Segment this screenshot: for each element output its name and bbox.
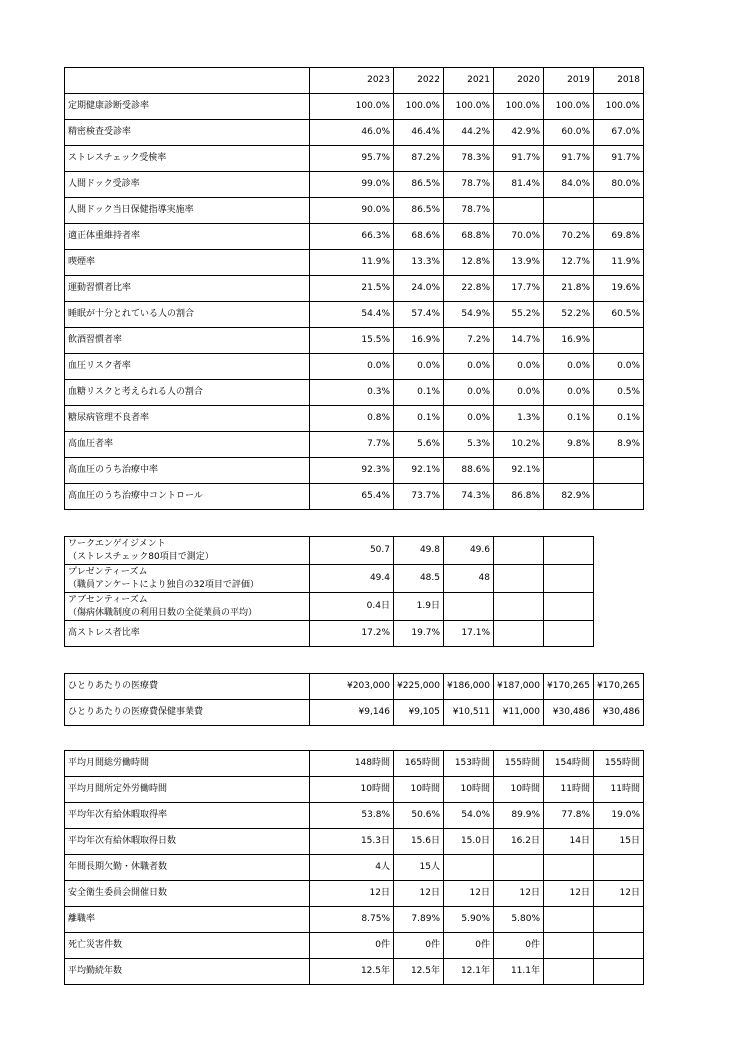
year-header-cell: 2022 (394, 68, 444, 94)
value-cell: 4人 (310, 855, 394, 881)
value-cell: 54.4% (310, 302, 394, 328)
value-cell: 100.0% (494, 94, 544, 120)
value-cell: 91.7% (544, 146, 594, 172)
row-label: 平均月間総労働時間 (65, 751, 310, 777)
row-label: 喫煙率 (65, 250, 310, 276)
table-row (65, 537, 594, 565)
row-label: ひとりあたりの医療費保健事業費 (65, 700, 310, 726)
value-cell: 0.3% (310, 380, 394, 406)
value-cell: 0.0% (444, 406, 494, 432)
row-label-main: プレゼンティーズム (68, 566, 148, 577)
table-row (65, 674, 644, 700)
value-cell: 9.8% (544, 432, 594, 458)
value-cell: 70.0% (494, 224, 544, 250)
value-cell: ¥187,000 (494, 674, 544, 700)
value-cell: ¥9,146 (310, 700, 394, 726)
value-cell: 12日 (310, 881, 394, 907)
value-cell: 49.4 (310, 565, 394, 593)
value-cell: 77.8% (544, 803, 594, 829)
value-cell: 91.7% (594, 146, 644, 172)
value-cell: 0.1% (394, 380, 444, 406)
row-label: 高血圧者率 (65, 432, 310, 458)
row-label: 平均月間所定外労働時間 (65, 777, 310, 803)
value-cell: 81.4% (494, 172, 544, 198)
value-cell: 68.6% (394, 224, 444, 250)
value-cell: 92.1% (394, 458, 444, 484)
value-cell (594, 855, 644, 881)
value-cell: ¥186,000 (444, 674, 494, 700)
value-cell (594, 907, 644, 933)
value-cell: 55.2% (494, 302, 544, 328)
value-cell: ¥11,000 (494, 700, 544, 726)
row-label-note: （職員アンケートにより独自の32項目で評価） (68, 579, 259, 590)
value-cell: 0.0% (494, 354, 544, 380)
value-cell (594, 458, 644, 484)
value-cell: 5.3% (444, 432, 494, 458)
value-cell: 19.0% (594, 803, 644, 829)
value-cell: 17.7% (494, 276, 544, 302)
value-cell: 11時間 (544, 777, 594, 803)
value-cell: 78.3% (444, 146, 494, 172)
value-cell: 16.2日 (494, 829, 544, 855)
value-cell: ¥170,265 (594, 674, 644, 700)
year-header-cell: 2019 (544, 68, 594, 94)
value-cell: 5.6% (394, 432, 444, 458)
value-cell: 89.9% (494, 803, 544, 829)
value-cell: 15.5% (310, 328, 394, 354)
value-cell: 15.6日 (394, 829, 444, 855)
value-cell: 0.0% (544, 380, 594, 406)
row-label: 年間長期欠勤・休職者数 (65, 855, 310, 881)
row-label: 平均勤続年数 (65, 959, 310, 985)
value-cell: ¥203,000 (310, 674, 394, 700)
table-row (65, 328, 644, 354)
value-cell: 90.0% (310, 198, 394, 224)
table-row (65, 354, 644, 380)
row-label: 高血圧のうち治療中コントロール (65, 484, 310, 510)
value-cell: ¥225,000 (394, 674, 444, 700)
value-cell (544, 959, 594, 985)
value-cell: 60.0% (544, 120, 594, 146)
row-label: 人間ドック受診率 (65, 172, 310, 198)
value-cell: 52.2% (544, 302, 594, 328)
value-cell (444, 593, 494, 621)
row-label (65, 621, 310, 647)
value-cell: 21.5% (310, 276, 394, 302)
value-cell: 12日 (594, 881, 644, 907)
value-cell: 0.1% (544, 406, 594, 432)
value-cell: 57.4% (394, 302, 444, 328)
value-cell: 100.0% (310, 94, 394, 120)
year-header-cell: 2020 (494, 68, 544, 94)
value-cell: 54.0% (444, 803, 494, 829)
value-cell: 165時間 (394, 751, 444, 777)
value-cell: 49.6 (444, 537, 494, 565)
value-cell (494, 537, 544, 565)
value-cell: 0件 (310, 933, 394, 959)
value-cell: 14.7% (494, 328, 544, 354)
value-cell (594, 328, 644, 354)
table-row (65, 593, 594, 621)
row-label: 飲酒習慣者率 (65, 328, 310, 354)
value-cell: 1.9日 (394, 593, 444, 621)
value-cell: 0件 (444, 933, 494, 959)
table-row (65, 250, 644, 276)
value-cell: 5.80% (494, 907, 544, 933)
row-label: 糖尿病管理不良者率 (65, 406, 310, 432)
value-cell: 78.7% (444, 172, 494, 198)
value-cell: 148時間 (310, 751, 394, 777)
table-row (65, 198, 644, 224)
value-cell: 12.1年 (444, 959, 494, 985)
value-cell: 12日 (444, 881, 494, 907)
row-label: 高血圧のうち治療中率 (65, 458, 310, 484)
year-header-cell: 2023 (310, 68, 394, 94)
value-cell (544, 933, 594, 959)
value-cell: 99.0% (310, 172, 394, 198)
row-label: 人間ドック当日保健指導実施率 (65, 198, 310, 224)
value-cell: 10時間 (494, 777, 544, 803)
row-label: 運動習慣者比率 (65, 276, 310, 302)
value-cell: 15日 (594, 829, 644, 855)
header-corner-cell (65, 68, 310, 94)
value-cell: 0.0% (444, 380, 494, 406)
row-label-main: ワークエンゲイジメント (68, 538, 166, 549)
value-cell: 11時間 (594, 777, 644, 803)
table-row (65, 621, 594, 647)
row-label-note: （ストレスチェック80項目で測定） (68, 551, 214, 562)
value-cell: 16.9% (394, 328, 444, 354)
value-cell: 12日 (394, 881, 444, 907)
value-cell: 86.5% (394, 172, 444, 198)
value-cell: 11.9% (310, 250, 394, 276)
value-cell: 13.9% (494, 250, 544, 276)
value-cell: 84.0% (544, 172, 594, 198)
value-cell: ¥10,511 (444, 700, 494, 726)
value-cell: 73.7% (394, 484, 444, 510)
value-cell: 10時間 (394, 777, 444, 803)
value-cell: 22.8% (444, 276, 494, 302)
row-label: ひとりあたりの医療費 (65, 674, 310, 700)
value-cell: 54.9% (444, 302, 494, 328)
value-cell: 12日 (494, 881, 544, 907)
value-cell: 155時間 (494, 751, 544, 777)
table-row (65, 146, 644, 172)
row-label: 血圧リスク者率 (65, 354, 310, 380)
value-cell: 7.89% (394, 907, 444, 933)
value-cell: 0.0% (310, 354, 394, 380)
value-cell: 24.0% (394, 276, 444, 302)
value-cell: 0.5% (594, 380, 644, 406)
value-cell: 17.2% (310, 621, 394, 647)
row-label-note: （傷病休職制度の利用日数の全従業員の平均） (68, 607, 258, 618)
value-cell (544, 198, 594, 224)
table-row (65, 94, 644, 120)
value-cell: 5.90% (444, 907, 494, 933)
row-label: ストレスチェック受検率 (65, 146, 310, 172)
value-cell (494, 593, 544, 621)
value-cell: 65.4% (310, 484, 394, 510)
row-label (65, 565, 310, 593)
value-cell: 155時間 (594, 751, 644, 777)
value-cell: 0.4日 (310, 593, 394, 621)
table-row (65, 803, 644, 829)
labor-metrics-table (64, 750, 644, 985)
table-row (65, 484, 644, 510)
value-cell: ¥30,486 (544, 700, 594, 726)
table-row (65, 751, 644, 777)
table-row (65, 458, 644, 484)
row-label: 睡眠が十分とれている人の割合 (65, 302, 310, 328)
table-row (65, 380, 644, 406)
value-cell: 46.4% (394, 120, 444, 146)
value-cell: 86.5% (394, 198, 444, 224)
value-cell (594, 198, 644, 224)
value-cell: 100.0% (394, 94, 444, 120)
value-cell: 0.0% (444, 354, 494, 380)
value-cell (544, 565, 594, 593)
value-cell: 69.8% (594, 224, 644, 250)
table-row (65, 406, 644, 432)
value-cell: 91.7% (494, 146, 544, 172)
value-cell: ¥9,105 (394, 700, 444, 726)
value-cell: 19.6% (594, 276, 644, 302)
value-cell: 15人 (394, 855, 444, 881)
medical-cost-table (64, 673, 644, 726)
value-cell: 17.1% (444, 621, 494, 647)
value-cell: 53.8% (310, 803, 394, 829)
value-cell: 74.3% (444, 484, 494, 510)
value-cell: 100.0% (594, 94, 644, 120)
table-row (65, 777, 644, 803)
table-row (65, 881, 644, 907)
table-row (65, 172, 644, 198)
value-cell: ¥30,486 (594, 700, 644, 726)
value-cell: 100.0% (444, 94, 494, 120)
value-cell: 0.8% (310, 406, 394, 432)
value-cell (544, 593, 594, 621)
value-cell (494, 621, 544, 647)
row-label: 血糖リスクと考えられる人の割合 (65, 380, 310, 406)
value-cell: 95.7% (310, 146, 394, 172)
value-cell: 13.3% (394, 250, 444, 276)
value-cell (444, 855, 494, 881)
value-cell: 60.5% (594, 302, 644, 328)
table-row (65, 933, 644, 959)
row-label: 離職率 (65, 907, 310, 933)
value-cell: ¥170,265 (544, 674, 594, 700)
value-cell: 15.0日 (444, 829, 494, 855)
value-cell: 78.7% (444, 198, 494, 224)
value-cell (544, 907, 594, 933)
value-cell (594, 933, 644, 959)
value-cell: 44.2% (444, 120, 494, 146)
value-cell: 154時間 (544, 751, 594, 777)
row-label-main: アブセンティーズム (68, 594, 148, 605)
table-row (65, 432, 644, 458)
value-cell (544, 855, 594, 881)
value-cell: 86.8% (494, 484, 544, 510)
value-cell: 66.3% (310, 224, 394, 250)
value-cell: 12日 (544, 881, 594, 907)
value-cell: 92.1% (494, 458, 544, 484)
value-cell: 15.3日 (310, 829, 394, 855)
year-header-cell: 2021 (444, 68, 494, 94)
value-cell: 12.7% (544, 250, 594, 276)
value-cell: 0.0% (594, 354, 644, 380)
row-label: 平均年次有給休暇取得率 (65, 803, 310, 829)
row-label: 死亡災害件数 (65, 933, 310, 959)
header-row (65, 68, 644, 94)
value-cell: 0.0% (544, 354, 594, 380)
table-row (65, 959, 644, 985)
value-cell (544, 621, 594, 647)
row-label: 精密検査受診率 (65, 120, 310, 146)
table-row (65, 120, 644, 146)
value-cell: 87.2% (394, 146, 444, 172)
value-cell: 100.0% (544, 94, 594, 120)
value-cell: 12.5年 (394, 959, 444, 985)
value-cell: 16.9% (544, 328, 594, 354)
table-row (65, 700, 644, 726)
value-cell: 8.75% (310, 907, 394, 933)
table-row (65, 907, 644, 933)
value-cell: 19.7% (394, 621, 444, 647)
value-cell (544, 537, 594, 565)
engagement-table (64, 536, 594, 647)
value-cell: 14日 (544, 829, 594, 855)
value-cell: 11.1年 (494, 959, 544, 985)
value-cell (594, 959, 644, 985)
value-cell: 0.1% (594, 406, 644, 432)
value-cell: 50.7 (310, 537, 394, 565)
row-label: 適正体重維持者率 (65, 224, 310, 250)
health-metrics-table (64, 67, 644, 510)
value-cell: 48.5 (394, 565, 444, 593)
table-row (65, 276, 644, 302)
value-cell: 0件 (494, 933, 544, 959)
value-cell: 11.9% (594, 250, 644, 276)
value-cell: 8.9% (594, 432, 644, 458)
value-cell: 10時間 (310, 777, 394, 803)
value-cell: 67.0% (594, 120, 644, 146)
value-cell: 21.8% (544, 276, 594, 302)
table-row (65, 302, 644, 328)
value-cell: 10.2% (494, 432, 544, 458)
value-cell: 42.9% (494, 120, 544, 146)
value-cell: 12.5年 (310, 959, 394, 985)
table-row (65, 224, 644, 250)
value-cell: 70.2% (544, 224, 594, 250)
row-label (65, 593, 310, 621)
table-row (65, 855, 644, 881)
value-cell: 88.6% (444, 458, 494, 484)
value-cell: 0.0% (394, 354, 444, 380)
value-cell: 0件 (394, 933, 444, 959)
value-cell: 49.8 (394, 537, 444, 565)
value-cell: 10時間 (444, 777, 494, 803)
value-cell: 68.8% (444, 224, 494, 250)
value-cell (544, 458, 594, 484)
row-label-main: 高ストレス者比率 (68, 628, 140, 638)
value-cell: 1.3% (494, 406, 544, 432)
value-cell: 48 (444, 565, 494, 593)
value-cell: 0.0% (494, 380, 544, 406)
value-cell: 80.0% (594, 172, 644, 198)
value-cell (494, 198, 544, 224)
value-cell (594, 484, 644, 510)
row-label: 安全衛生委員会開催日数 (65, 881, 310, 907)
value-cell: 7.2% (444, 328, 494, 354)
row-label (65, 537, 310, 565)
value-cell: 153時間 (444, 751, 494, 777)
value-cell: 92.3% (310, 458, 394, 484)
table-row (65, 829, 644, 855)
year-header-cell: 2018 (594, 68, 644, 94)
value-cell (494, 855, 544, 881)
value-cell (494, 565, 544, 593)
value-cell: 12.8% (444, 250, 494, 276)
value-cell: 0.1% (394, 406, 444, 432)
value-cell: 50.6% (394, 803, 444, 829)
row-label: 平均年次有給休暇取得日数 (65, 829, 310, 855)
value-cell: 7.7% (310, 432, 394, 458)
table-row (65, 565, 594, 593)
value-cell: 46.0% (310, 120, 394, 146)
row-label: 定期健康診断受診率 (65, 94, 310, 120)
value-cell: 82.9% (544, 484, 594, 510)
